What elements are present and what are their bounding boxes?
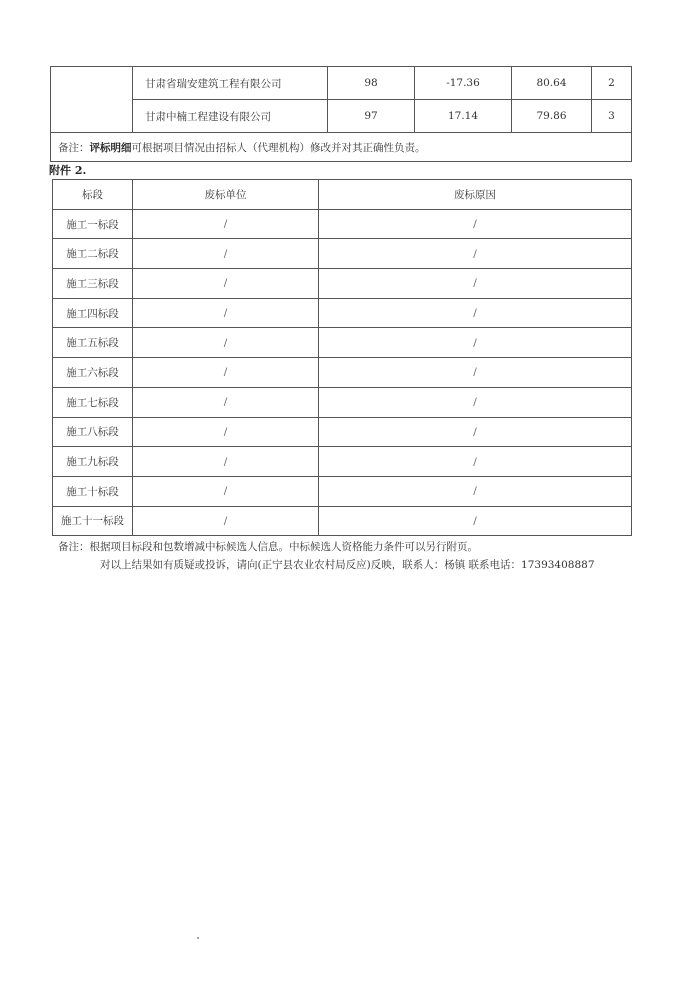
table-row xyxy=(53,506,632,536)
header-reason: 废标原因 xyxy=(319,180,632,210)
reason-cell: / xyxy=(319,269,632,299)
unit-cell: / xyxy=(133,447,319,477)
candidate-table xyxy=(50,66,632,162)
company-cell: 甘肃中楠工程建设有限公司 xyxy=(133,100,328,133)
section-cell: 施工六标段 xyxy=(53,358,133,388)
section-cell: 施工十一标段 xyxy=(53,506,133,536)
table-row xyxy=(53,298,632,328)
total-cell: 79.86 xyxy=(512,100,592,133)
table-row xyxy=(53,269,632,299)
section-cell: 施工一标段 xyxy=(53,209,133,239)
footer-note: 备注：根据项目标段和包数增减中标候选人信息。中标候选人资格能力条件可以另行附页。 xyxy=(58,541,478,553)
unit-cell: / xyxy=(133,239,319,269)
table-row xyxy=(53,358,632,388)
table-note xyxy=(51,133,632,162)
table-row xyxy=(51,67,632,100)
reason-cell: / xyxy=(319,298,632,328)
note-suffix: 可根据项目情况由招标人（代理机构）修改并对其正确性负责。 xyxy=(131,141,426,154)
unit-cell: / xyxy=(133,506,319,536)
unit-cell: / xyxy=(133,387,319,417)
header-section: 标段 xyxy=(53,180,133,210)
deviation-cell: -17.36 xyxy=(415,67,512,100)
deviation-cell: 17.14 xyxy=(415,100,512,133)
note-bold: 评标明细 xyxy=(89,141,132,154)
unit-cell: / xyxy=(133,209,319,239)
table-row xyxy=(53,239,632,269)
section-cell: 施工二标段 xyxy=(53,239,133,269)
header-row xyxy=(53,180,632,210)
table-row xyxy=(53,417,632,447)
reason-cell: / xyxy=(319,358,632,388)
table-row xyxy=(51,100,632,133)
unit-cell: / xyxy=(133,476,319,506)
score-cell: 97 xyxy=(328,100,415,133)
note-row xyxy=(51,133,632,162)
empty-cell xyxy=(51,67,133,133)
unit-cell: / xyxy=(133,269,319,299)
unit-cell: / xyxy=(133,298,319,328)
contact-info: 对以上结果如有质疑或投诉，请向(正宁县农业农村局反应)反映，联系人：杨镇 联系电话：17393408887 xyxy=(100,559,595,571)
table-row xyxy=(53,328,632,358)
reason-cell: / xyxy=(319,239,632,269)
reason-cell: / xyxy=(319,328,632,358)
reason-cell: / xyxy=(319,417,632,447)
section-cell: 施工五标段 xyxy=(53,328,133,358)
scan-speck xyxy=(197,937,199,939)
reason-cell: / xyxy=(319,387,632,417)
company-cell: 甘肃省瑞安建筑工程有限公司 xyxy=(133,67,328,100)
rank-cell: 3 xyxy=(592,100,632,133)
section-cell: 施工四标段 xyxy=(53,298,133,328)
reason-cell: / xyxy=(319,447,632,477)
rank-cell: 2 xyxy=(592,67,632,100)
table-row xyxy=(53,209,632,239)
header-unit: 废标单位 xyxy=(133,180,319,210)
unit-cell: / xyxy=(133,358,319,388)
section-cell: 施工八标段 xyxy=(53,417,133,447)
disqualified-table xyxy=(52,179,632,536)
table-row xyxy=(53,387,632,417)
section-cell: 施工十标段 xyxy=(53,476,133,506)
section-cell: 施工三标段 xyxy=(53,269,133,299)
section-cell: 施工七标段 xyxy=(53,387,133,417)
unit-cell: / xyxy=(133,328,319,358)
reason-cell: / xyxy=(319,476,632,506)
score-cell: 98 xyxy=(328,67,415,100)
unit-cell: / xyxy=(133,417,319,447)
section-cell: 施工九标段 xyxy=(53,447,133,477)
attachment-title: 附件 2. xyxy=(49,164,87,177)
table-row xyxy=(53,476,632,506)
note-prefix: 备注： xyxy=(58,141,90,154)
reason-cell: / xyxy=(319,209,632,239)
total-cell: 80.64 xyxy=(512,67,592,100)
reason-cell: / xyxy=(319,506,632,536)
table-row xyxy=(53,447,632,477)
